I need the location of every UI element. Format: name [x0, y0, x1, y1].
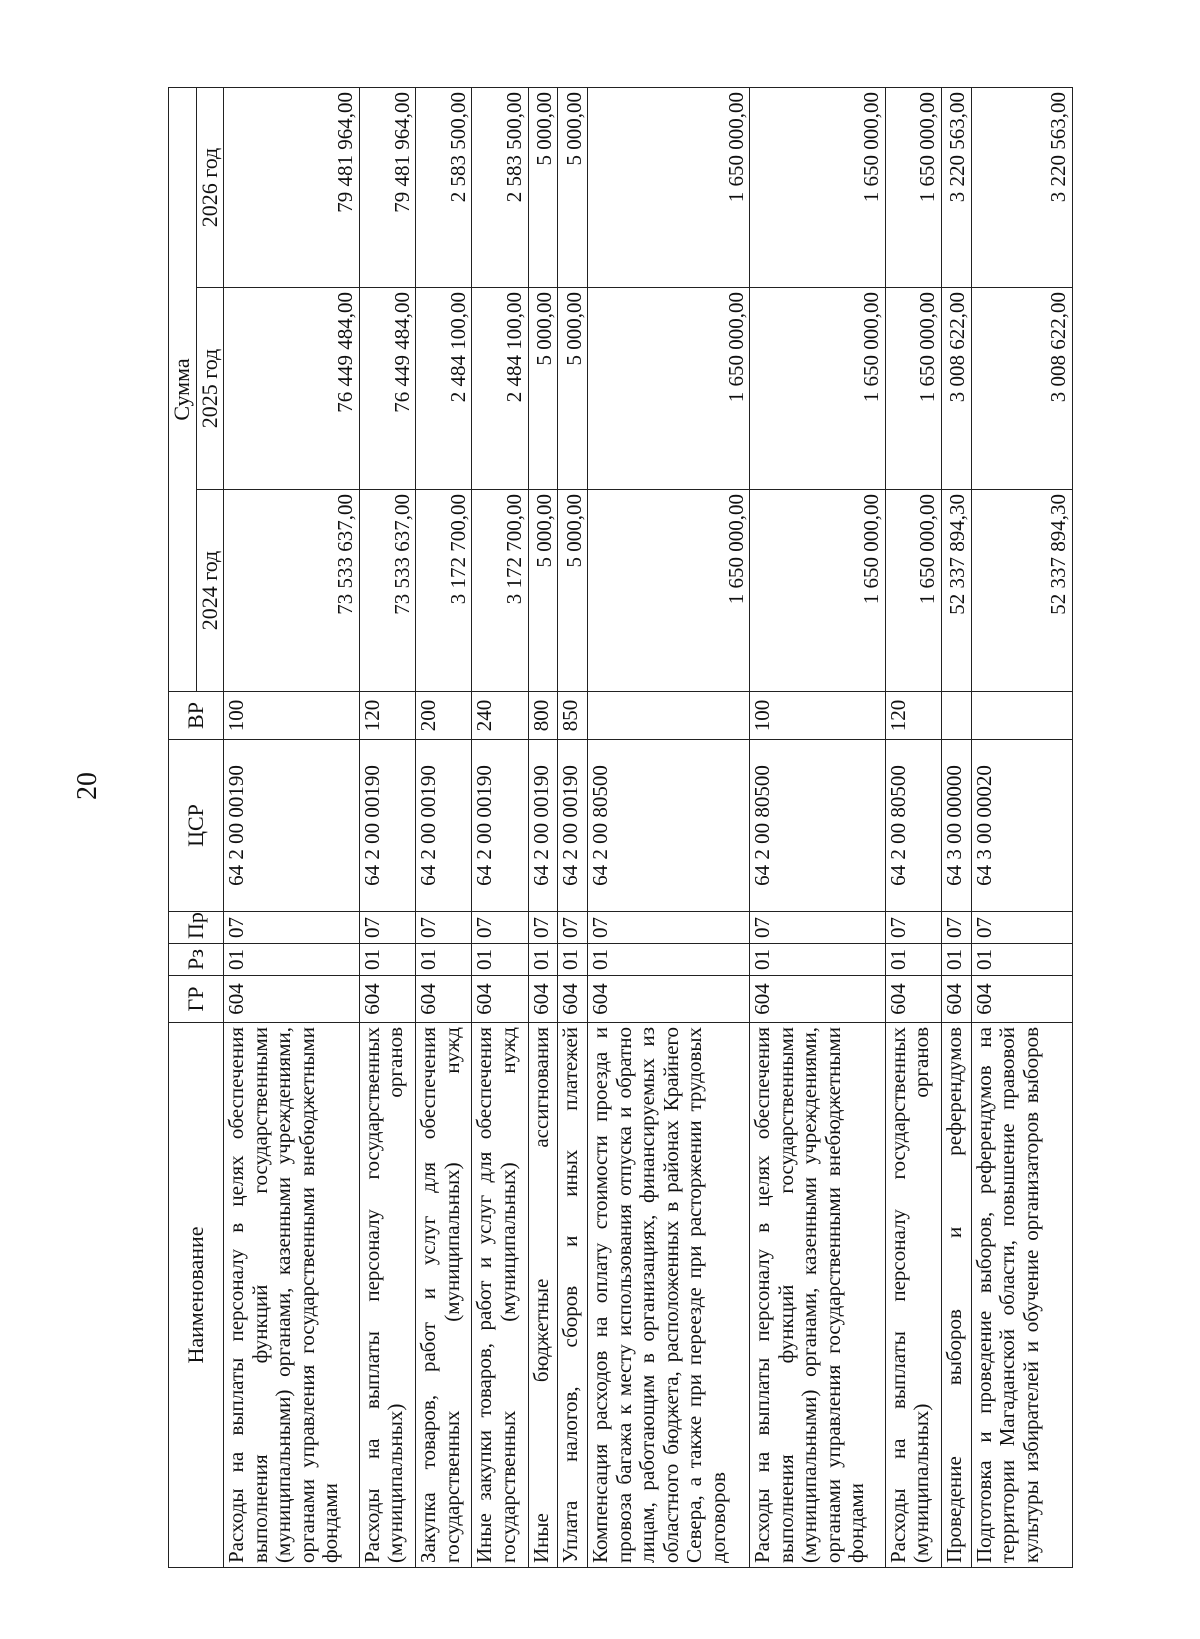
cell-name: Закупка товаров, работ и услуг для обеспечения государственных (муниципальных) нужд	[416, 1023, 472, 1568]
cell-amount-2026: 3 220 563,00	[941, 88, 971, 288]
cell-rz: 01	[971, 944, 1072, 976]
cell-rz: 01	[528, 944, 558, 976]
budget-table-rotated	[168, 88, 1073, 1568]
cell-name: Расходы на выплаты персоналу в целях обеспечения выполнения функций государственными (муниципальными) органами, казенными учреждениями, органами управления государственными внебюджетными фондами	[750, 1023, 886, 1568]
cell-gr: 604	[588, 976, 750, 1023]
cell-amount-2026: 2 583 500,00	[472, 88, 528, 288]
cell-gr: 604	[224, 976, 360, 1023]
cell-rz: 01	[588, 944, 750, 976]
table-row	[359, 88, 415, 1568]
table-row	[416, 88, 472, 1568]
cell-amount-2024: 1 650 000,00	[885, 490, 941, 692]
cell-rz: 01	[416, 944, 472, 976]
cell-vr: 100	[750, 692, 886, 740]
cell-name: Расходы на выплаты персоналу в целях обеспечения выполнения функций государственными (муниципальными) органами, казенными учреждениями, органами управления государственными внебюджетными фондами	[224, 1023, 360, 1568]
cell-pr: 07	[971, 912, 1072, 944]
cell-rz: 01	[359, 944, 415, 976]
cell-name: Расходы на выплаты персоналу государственных (муниципальных) органов	[885, 1023, 941, 1568]
cell-name: Иные бюджетные ассигнования	[528, 1023, 558, 1568]
table-row	[941, 88, 971, 1568]
cell-rz: 01	[750, 944, 886, 976]
cell-amount-2026: 79 481 964,00	[224, 88, 360, 288]
cell-csr: 64 2 00 80500	[750, 740, 886, 912]
cell-amount-2025: 5 000,00	[528, 288, 558, 490]
cell-vr: 120	[885, 692, 941, 740]
cell-csr: 64 2 00 80500	[588, 740, 750, 912]
cell-amount-2025: 2 484 100,00	[416, 288, 472, 490]
cell-amount-2026: 1 650 000,00	[750, 88, 886, 288]
cell-gr: 604	[528, 976, 558, 1023]
cell-vr: 800	[528, 692, 558, 740]
cell-vr: 120	[359, 692, 415, 740]
cell-name: Подготовка и проведение выборов, референдумов на территории Магаданской области, повышение правовой культуры избирателей и обучение организаторов выборов	[971, 1023, 1072, 1568]
header-csr: ЦСР	[169, 740, 224, 912]
cell-amount-2026: 5 000,00	[528, 88, 558, 288]
cell-gr: 604	[416, 976, 472, 1023]
table-row	[885, 88, 941, 1568]
cell-amount-2024: 1 650 000,00	[588, 490, 750, 692]
table-row	[971, 88, 1072, 1568]
cell-pr: 07	[885, 912, 941, 944]
budget-table	[168, 87, 1073, 1568]
cell-pr: 07	[528, 912, 558, 944]
cell-amount-2026: 1 650 000,00	[588, 88, 750, 288]
cell-gr: 604	[750, 976, 886, 1023]
cell-csr: 64 3 00 00020	[971, 740, 1072, 912]
cell-rz: 01	[558, 944, 588, 976]
cell-amount-2025: 1 650 000,00	[885, 288, 941, 490]
cell-amount-2024: 3 172 700,00	[416, 490, 472, 692]
cell-amount-2026: 79 481 964,00	[359, 88, 415, 288]
header-pr: Пр	[169, 912, 224, 944]
cell-pr: 07	[472, 912, 528, 944]
cell-amount-2026: 3 220 563,00	[971, 88, 1072, 288]
cell-pr: 07	[224, 912, 360, 944]
cell-amount-2024: 3 172 700,00	[472, 490, 528, 692]
cell-pr: 07	[558, 912, 588, 944]
table-row	[750, 88, 886, 1568]
cell-amount-2024: 52 337 894,30	[971, 490, 1072, 692]
cell-amount-2026: 1 650 000,00	[885, 88, 941, 288]
cell-name: Расходы на выплаты персоналу государственных (муниципальных) органов	[359, 1023, 415, 1568]
cell-amount-2025: 1 650 000,00	[588, 288, 750, 490]
cell-vr: 240	[472, 692, 528, 740]
cell-csr: 64 2 00 00190	[224, 740, 360, 912]
header-name: Наименование	[169, 1023, 224, 1568]
page-number: 20	[72, 772, 103, 800]
table-row	[528, 88, 558, 1568]
cell-vr	[588, 692, 750, 740]
cell-rz: 01	[224, 944, 360, 976]
cell-pr: 07	[941, 912, 971, 944]
table-row	[558, 88, 588, 1568]
cell-csr: 64 2 00 00190	[359, 740, 415, 912]
cell-csr: 64 2 00 00190	[558, 740, 588, 912]
cell-pr: 07	[750, 912, 886, 944]
header-gr: ГР	[169, 976, 224, 1023]
cell-name: Уплата налогов, сборов и иных платежей	[558, 1023, 588, 1568]
cell-csr: 64 2 00 00190	[472, 740, 528, 912]
header-sum: Сумма	[169, 88, 197, 692]
cell-gr: 604	[885, 976, 941, 1023]
cell-vr: 850	[558, 692, 588, 740]
cell-amount-2025: 1 650 000,00	[750, 288, 886, 490]
cell-amount-2024: 73 533 637,00	[359, 490, 415, 692]
cell-amount-2024: 73 533 637,00	[224, 490, 360, 692]
cell-amount-2025: 76 449 484,00	[359, 288, 415, 490]
cell-vr	[941, 692, 971, 740]
cell-amount-2024: 5 000,00	[558, 490, 588, 692]
cell-pr: 07	[588, 912, 750, 944]
cell-rz: 01	[941, 944, 971, 976]
cell-amount-2024: 52 337 894,30	[941, 490, 971, 692]
cell-vr	[971, 692, 1072, 740]
cell-rz: 01	[885, 944, 941, 976]
cell-gr: 604	[941, 976, 971, 1023]
header-vr: ВР	[169, 692, 224, 740]
cell-gr: 604	[359, 976, 415, 1023]
cell-pr: 07	[416, 912, 472, 944]
cell-amount-2025: 2 484 100,00	[472, 288, 528, 490]
cell-name: Иные закупки товаров, работ и услуг для обеспечения государственных (муниципальных) нужд	[472, 1023, 528, 1568]
table-row	[472, 88, 528, 1568]
cell-csr: 64 2 00 00190	[416, 740, 472, 912]
cell-amount-2024: 1 650 000,00	[750, 490, 886, 692]
table-row	[224, 88, 360, 1568]
cell-csr: 64 2 00 00190	[528, 740, 558, 912]
cell-amount-2025: 76 449 484,00	[224, 288, 360, 490]
cell-gr: 604	[558, 976, 588, 1023]
table-row	[588, 88, 750, 1568]
cell-vr: 100	[224, 692, 360, 740]
cell-vr: 200	[416, 692, 472, 740]
cell-amount-2026: 2 583 500,00	[416, 88, 472, 288]
cell-rz: 01	[472, 944, 528, 976]
header-2024: 2024 год	[196, 490, 224, 692]
cell-amount-2024: 5 000,00	[528, 490, 558, 692]
cell-amount-2025: 5 000,00	[558, 288, 588, 490]
cell-csr: 64 3 00 00000	[941, 740, 971, 912]
cell-csr: 64 2 00 80500	[885, 740, 941, 912]
cell-pr: 07	[359, 912, 415, 944]
header-rz: Рз	[169, 944, 224, 976]
cell-name: Проведение выборов и референдумов	[941, 1023, 971, 1568]
cell-gr: 604	[472, 976, 528, 1023]
header-2025: 2025 год	[196, 288, 224, 490]
header-2026: 2026 год	[196, 88, 224, 288]
cell-amount-2025: 3 008 622,00	[941, 288, 971, 490]
cell-amount-2025: 3 008 622,00	[971, 288, 1072, 490]
cell-gr: 604	[971, 976, 1072, 1023]
cell-amount-2026: 5 000,00	[558, 88, 588, 288]
cell-name: Компенсация расходов на оплату стоимости проезда и провоза багажа к месту использования отпуска и обратно лицам, работающим в организациях, финансируемых из областного бюджета, расположенных в районах Крайнего Севера, а также при переезде при расторжении трудовых договоров	[588, 1023, 750, 1568]
